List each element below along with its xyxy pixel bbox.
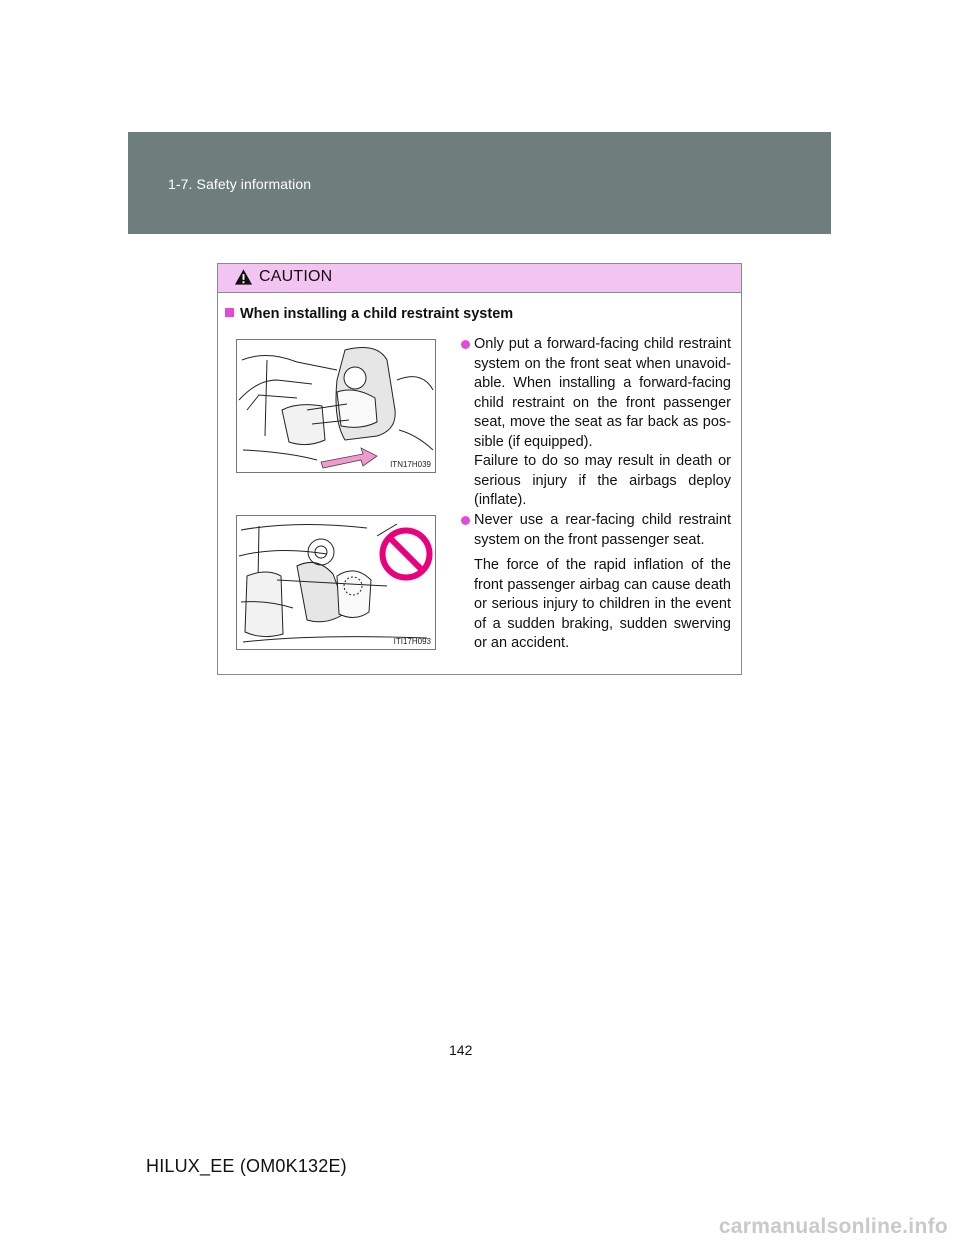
bullet-sub-paragraph: The force of the rapid inflation of the front passenger airbag can cause death or serious injury to children in the event of a sudden braking, sudden swerving or an accident. [474, 557, 731, 651]
prohibition-icon [378, 526, 434, 582]
page-number: 142 [449, 1042, 473, 1058]
caution-title: CAUTION [259, 268, 333, 285]
model-code: HILUX_EE (OM0K132E) [146, 1156, 347, 1176]
bullet-dot-icon [461, 516, 470, 525]
bullet-text: Never use a rear-facing child restraint system on the front passenger seat. [474, 512, 731, 548]
header-band [128, 132, 831, 234]
bullet-text: Only put a forward-facing child restraint system on the front seat when unavoid-able. When installing a forward-facing child restraint on the front passenger seat, move the seat as far back as pos-sible (if equipped). [474, 336, 731, 450]
forward-facing-seat-illustration [237, 340, 435, 472]
bullet-text-continued: Failure to do so may result in death or serious injury if the airbags deploy (inflate). [474, 453, 731, 508]
figure-code: ITI17H093 [393, 637, 431, 646]
bullet-square-icon [225, 308, 234, 317]
caution-heading [225, 306, 513, 322]
section-title: 1-7. Safety information [168, 176, 312, 192]
warning-triangle-icon [234, 268, 253, 286]
bullet-dot-icon [461, 340, 470, 349]
figure-rear-facing-seat [236, 515, 436, 650]
caution-heading-text: When installing a child restraint system [240, 306, 514, 322]
bullet-item [461, 335, 731, 511]
figure-forward-facing-seat [236, 339, 436, 473]
watermark: carmanualsonline.info [718, 1215, 948, 1238]
bullet-item [461, 511, 731, 550]
caution-header [218, 264, 741, 293]
figure-code: ITN17H039 [390, 460, 431, 469]
caution-box [217, 263, 742, 675]
